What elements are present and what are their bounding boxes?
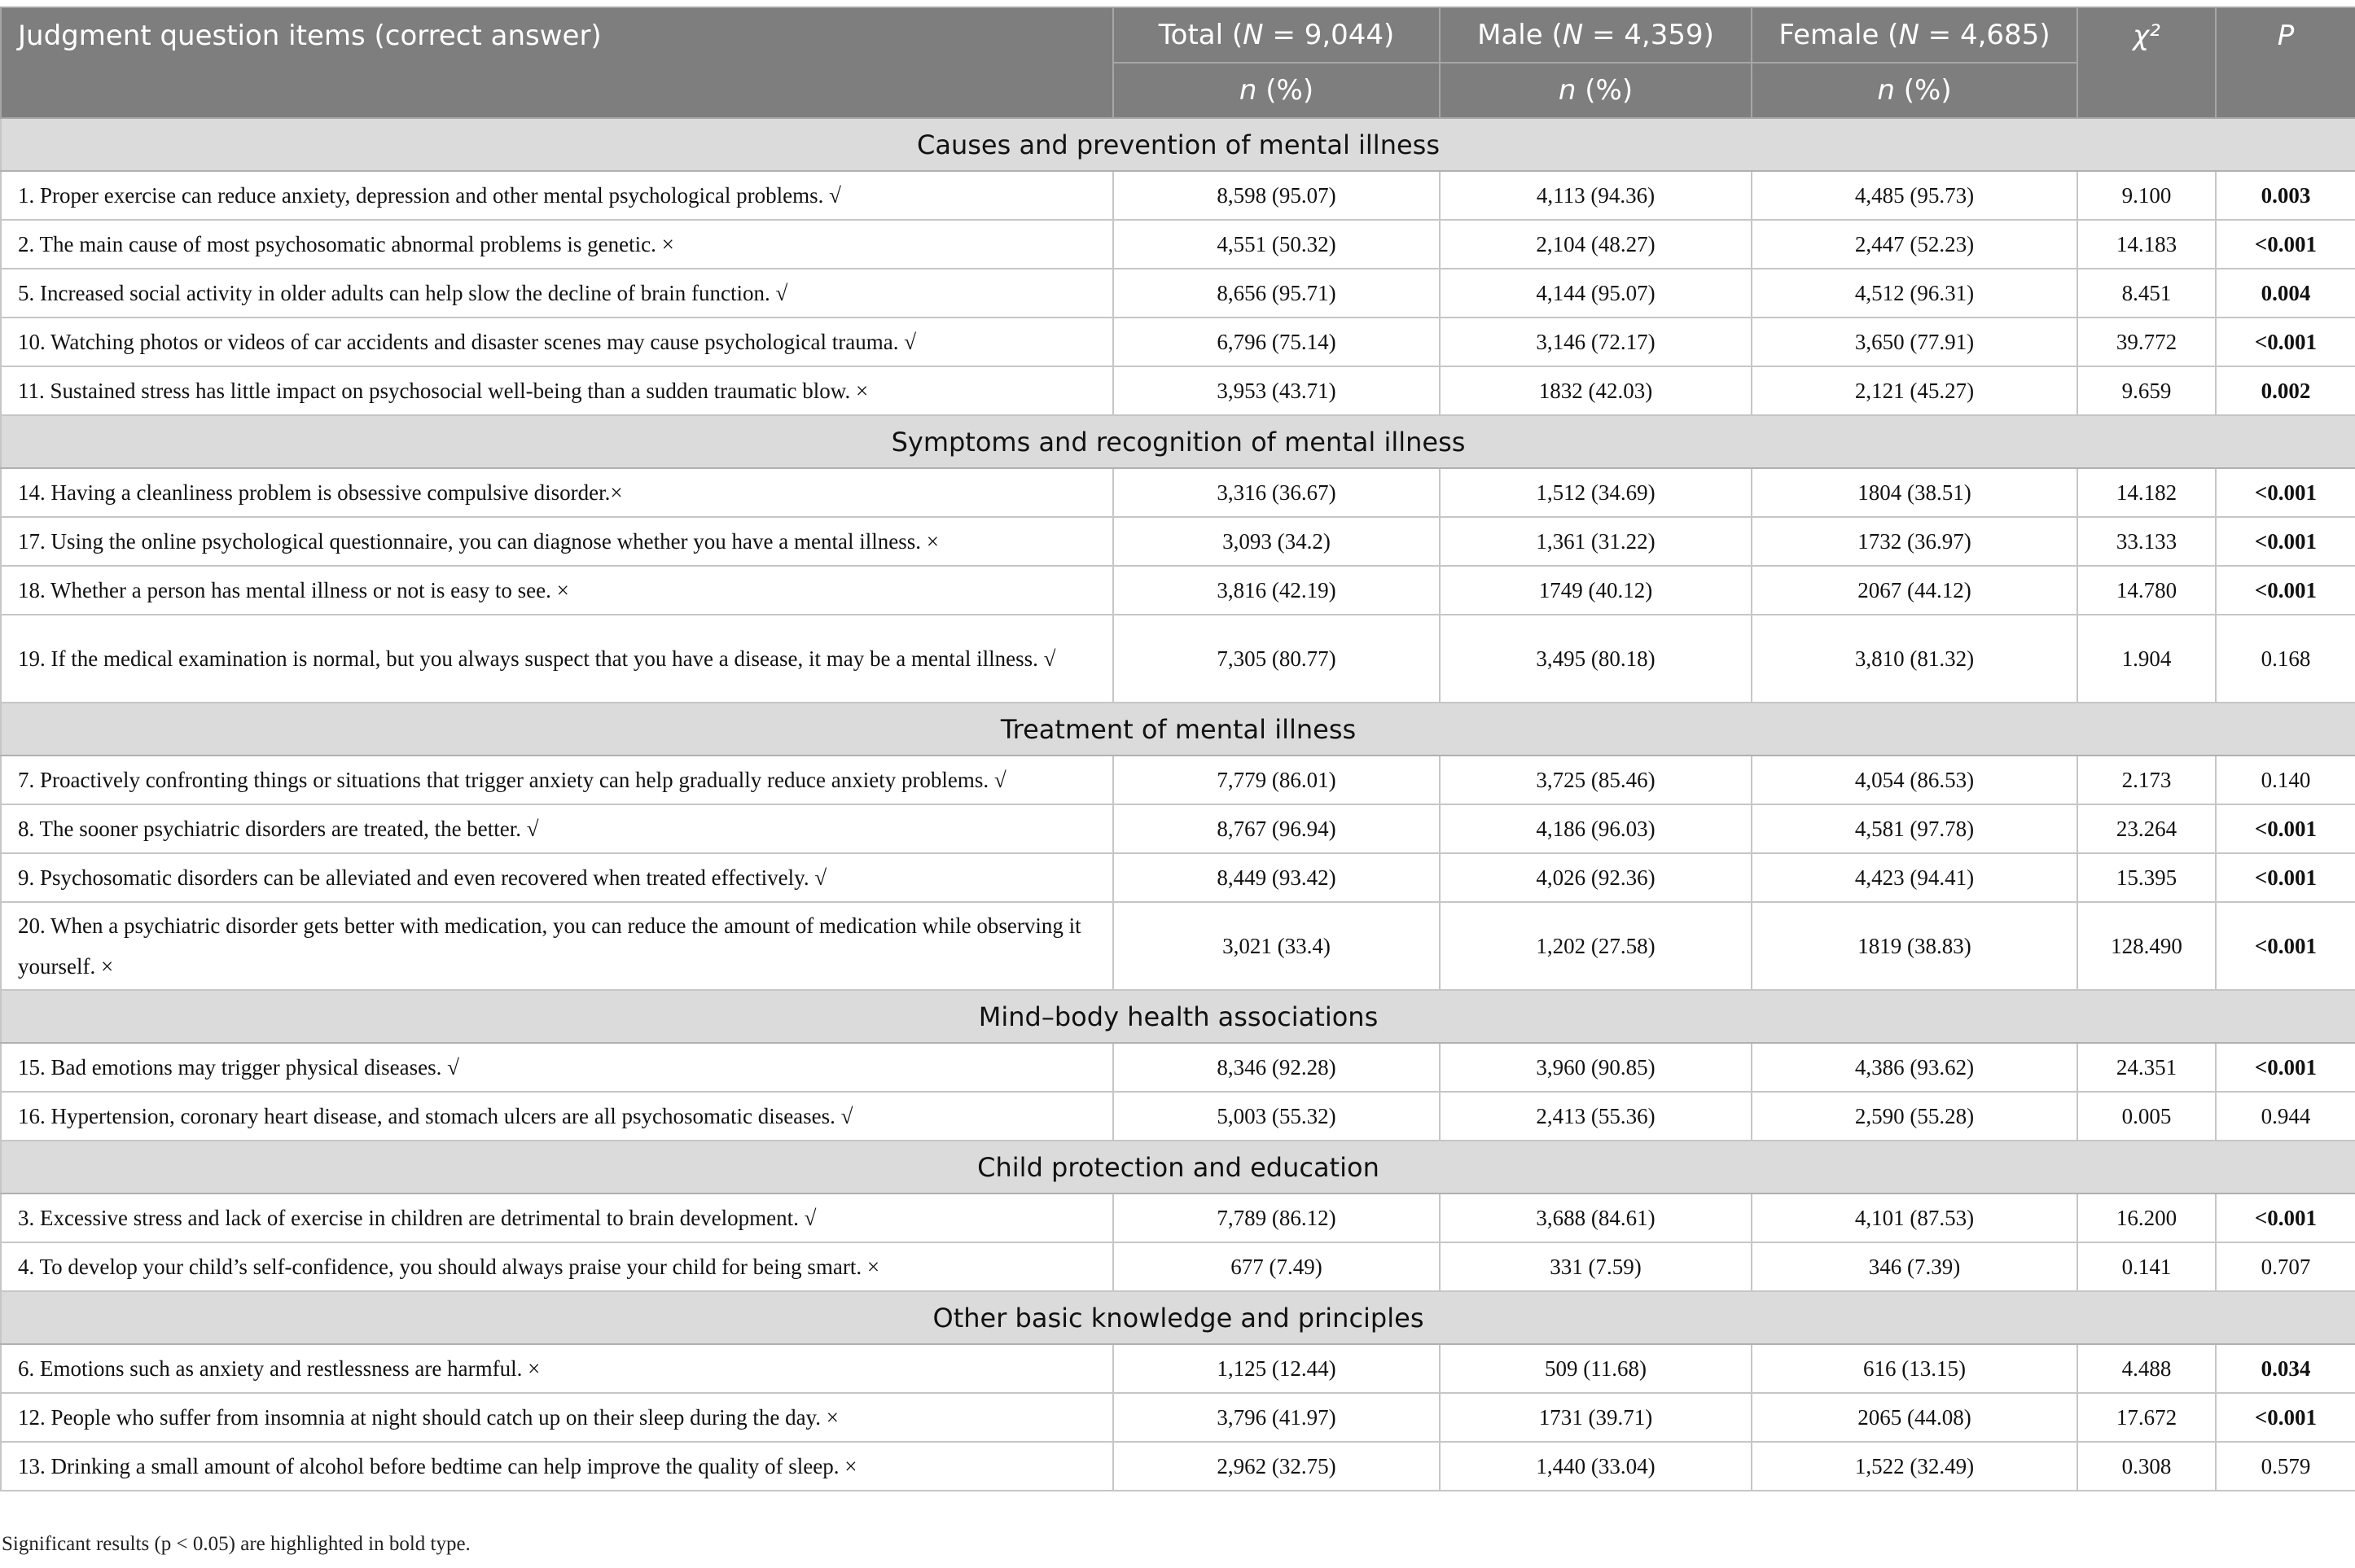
male-cell: 4,186 (96.03) [1440, 804, 1752, 853]
chi-square-cell: 14.183 [2077, 220, 2216, 269]
subheader-total: n (%) [1113, 63, 1440, 118]
results-table [0, 7, 2355, 1491]
chi-square-cell: 16.200 [2077, 1194, 2216, 1242]
table-row [1, 517, 2355, 566]
total-cell: 3,316 (36.67) [1113, 468, 1440, 517]
p-value-cell: <0.001 [2216, 1393, 2355, 1442]
section-title: Treatment of mental illness [1, 703, 2355, 756]
header-p-value: P [2216, 7, 2355, 118]
male-cell: 3,495 (80.18) [1440, 615, 1752, 703]
male-cell: 1832 (42.03) [1440, 366, 1752, 415]
table-row [1, 566, 2355, 615]
p-value-cell: <0.001 [2216, 1043, 2355, 1092]
table-row [1, 902, 2355, 990]
chi-square-cell: 14.182 [2077, 468, 2216, 517]
female-cell: 4,423 (94.41) [1752, 853, 2077, 902]
table-row [1, 366, 2355, 415]
total-cell: 3,953 (43.71) [1113, 366, 1440, 415]
header-male: Male (N = 4,359) [1440, 7, 1752, 63]
female-cell: 2065 (44.08) [1752, 1393, 2077, 1442]
female-cell: 616 (13.15) [1752, 1344, 2077, 1393]
header-row [1, 7, 2355, 63]
male-cell: 4,026 (92.36) [1440, 853, 1752, 902]
p-value-cell: <0.001 [2216, 1194, 2355, 1242]
p-value-cell: 0.002 [2216, 366, 2355, 415]
male-cell: 2,413 (55.36) [1440, 1092, 1752, 1141]
total-cell: 5,003 (55.32) [1113, 1092, 1440, 1141]
female-cell: 1804 (38.51) [1752, 468, 2077, 517]
header-question: Judgment question items (correct answer) [1, 7, 1113, 118]
p-value-cell: <0.001 [2216, 566, 2355, 615]
header-chi-square: χ² [2077, 7, 2216, 118]
table-row [1, 804, 2355, 853]
chi-square-cell: 14.780 [2077, 566, 2216, 615]
table-row [1, 269, 2355, 318]
question-cell: 14. Having a cleanliness problem is obsessive compulsive disorder.× [1, 468, 1113, 517]
question-cell: 4. To develop your child’s self-confidence, you should always praise your child for being smart. × [1, 1242, 1113, 1291]
section-header-row [1, 1141, 2355, 1194]
female-cell: 2,121 (45.27) [1752, 366, 2077, 415]
chi-square-cell: 24.351 [2077, 1043, 2216, 1092]
section-header-row [1, 703, 2355, 756]
section-header-row [1, 990, 2355, 1043]
chi-square-cell: 8.451 [2077, 269, 2216, 318]
footnote: Significant results (p < 0.05) are highlighted in bold type. [2, 1533, 471, 1555]
table-row [1, 853, 2355, 902]
female-cell: 4,581 (97.78) [1752, 804, 2077, 853]
female-cell: 2067 (44.12) [1752, 566, 2077, 615]
p-value-cell: 0.034 [2216, 1344, 2355, 1393]
female-cell: 1732 (36.97) [1752, 517, 2077, 566]
total-cell: 7,789 (86.12) [1113, 1194, 1440, 1242]
chi-square-cell: 1.904 [2077, 615, 2216, 703]
section-header-row [1, 118, 2355, 171]
p-value-cell: <0.001 [2216, 804, 2355, 853]
question-cell: 18. Whether a person has mental illness or not is easy to see. × [1, 566, 1113, 615]
question-cell: 1. Proper exercise can reduce anxiety, depression and other mental psychological problems. √ [1, 171, 1113, 220]
section-title: Other basic knowledge and principles [1, 1291, 2355, 1344]
section-header-row [1, 415, 2355, 468]
female-cell: 4,386 (93.62) [1752, 1043, 2077, 1092]
male-cell: 3,688 (84.61) [1440, 1194, 1752, 1242]
question-cell: 9. Psychosomatic disorders can be alleviated and even recovered when treated effectively. √ [1, 853, 1113, 902]
total-cell: 3,816 (42.19) [1113, 566, 1440, 615]
total-cell: 677 (7.49) [1113, 1242, 1440, 1291]
section-header-row [1, 1291, 2355, 1344]
male-cell: 1731 (39.71) [1440, 1393, 1752, 1442]
subheader-female: n (%) [1752, 63, 2077, 118]
male-cell: 1,440 (33.04) [1440, 1442, 1752, 1491]
question-cell: 17. Using the online psychological questionnaire, you can diagnose whether you have a mental illness. × [1, 517, 1113, 566]
male-cell: 3,146 (72.17) [1440, 318, 1752, 366]
question-cell: 7. Proactively confronting things or situations that trigger anxiety can help gradually reduce anxiety problems. √ [1, 756, 1113, 804]
chi-square-cell: 23.264 [2077, 804, 2216, 853]
table-row [1, 1242, 2355, 1291]
female-cell: 4,101 (87.53) [1752, 1194, 2077, 1242]
table-row [1, 318, 2355, 366]
question-cell: 15. Bad emotions may trigger physical diseases. √ [1, 1043, 1113, 1092]
female-cell: 3,810 (81.32) [1752, 615, 2077, 703]
p-value-cell: <0.001 [2216, 318, 2355, 366]
total-cell: 3,796 (41.97) [1113, 1393, 1440, 1442]
table-row [1, 171, 2355, 220]
total-cell: 2,962 (32.75) [1113, 1442, 1440, 1491]
chi-square-cell: 128.490 [2077, 902, 2216, 990]
question-cell: 10. Watching photos or videos of car accidents and disaster scenes may cause psychological trauma. √ [1, 318, 1113, 366]
section-title: Mind–body health associations [1, 990, 2355, 1043]
male-cell: 2,104 (48.27) [1440, 220, 1752, 269]
table-row [1, 1344, 2355, 1393]
male-cell: 1,361 (31.22) [1440, 517, 1752, 566]
p-value-cell: 0.944 [2216, 1092, 2355, 1141]
table-row [1, 220, 2355, 269]
question-cell: 20. When a psychiatric disorder gets better with medication, you can reduce the amount of medication while observing it yourself. × [1, 902, 1113, 990]
male-cell: 4,144 (95.07) [1440, 269, 1752, 318]
total-cell: 8,346 (92.28) [1113, 1043, 1440, 1092]
male-cell: 3,960 (90.85) [1440, 1043, 1752, 1092]
p-value-cell: 0.168 [2216, 615, 2355, 703]
p-value-cell: 0.003 [2216, 171, 2355, 220]
p-value-cell: 0.004 [2216, 269, 2355, 318]
question-cell: 16. Hypertension, coronary heart disease, and stomach ulcers are all psychosomatic diseases. √ [1, 1092, 1113, 1141]
question-cell: 11. Sustained stress has little impact on psychosocial well-being than a sudden traumatic blow. × [1, 366, 1113, 415]
section-title: Symptoms and recognition of mental illness [1, 415, 2355, 468]
chi-square-cell: 2.173 [2077, 756, 2216, 804]
total-cell: 7,779 (86.01) [1113, 756, 1440, 804]
female-cell: 2,590 (55.28) [1752, 1092, 2077, 1141]
total-cell: 1,125 (12.44) [1113, 1344, 1440, 1393]
male-cell: 331 (7.59) [1440, 1242, 1752, 1291]
chi-square-cell: 33.133 [2077, 517, 2216, 566]
chi-square-cell: 17.672 [2077, 1393, 2216, 1442]
chi-square-cell: 4.488 [2077, 1344, 2216, 1393]
question-cell: 5. Increased social activity in older adults can help slow the decline of brain function. √ [1, 269, 1113, 318]
total-cell: 4,551 (50.32) [1113, 220, 1440, 269]
question-cell: 6. Emotions such as anxiety and restlessness are harmful. × [1, 1344, 1113, 1393]
table-row [1, 1442, 2355, 1491]
chi-square-cell: 9.659 [2077, 366, 2216, 415]
male-cell: 1,512 (34.69) [1440, 468, 1752, 517]
female-cell: 4,512 (96.31) [1752, 269, 2077, 318]
p-value-cell: <0.001 [2216, 853, 2355, 902]
question-cell: 8. The sooner psychiatric disorders are treated, the better. √ [1, 804, 1113, 853]
chi-square-cell: 15.395 [2077, 853, 2216, 902]
section-title: Child protection and education [1, 1141, 2355, 1194]
p-value-cell: 0.707 [2216, 1242, 2355, 1291]
p-value-cell: <0.001 [2216, 517, 2355, 566]
p-value-cell: <0.001 [2216, 468, 2355, 517]
total-cell: 3,093 (34.2) [1113, 517, 1440, 566]
total-cell: 8,449 (93.42) [1113, 853, 1440, 902]
male-cell: 1749 (40.12) [1440, 566, 1752, 615]
results-table-container [0, 7, 2355, 1491]
section-title: Causes and prevention of mental illness [1, 118, 2355, 171]
total-cell: 6,796 (75.14) [1113, 318, 1440, 366]
total-cell: 3,021 (33.4) [1113, 902, 1440, 990]
table-row [1, 468, 2355, 517]
table-row [1, 1092, 2355, 1141]
total-cell: 8,767 (96.94) [1113, 804, 1440, 853]
female-cell: 4,485 (95.73) [1752, 171, 2077, 220]
female-cell: 346 (7.39) [1752, 1242, 2077, 1291]
male-cell: 1,202 (27.58) [1440, 902, 1752, 990]
chi-square-cell: 0.005 [2077, 1092, 2216, 1141]
question-cell: 2. The main cause of most psychosomatic abnormal problems is genetic. × [1, 220, 1113, 269]
female-cell: 3,650 (77.91) [1752, 318, 2077, 366]
total-cell: 8,598 (95.07) [1113, 171, 1440, 220]
question-cell: 3. Excessive stress and lack of exercise in children are detrimental to brain development. √ [1, 1194, 1113, 1242]
p-value-cell: <0.001 [2216, 220, 2355, 269]
p-value-cell: 0.140 [2216, 756, 2355, 804]
total-cell: 8,656 (95.71) [1113, 269, 1440, 318]
male-cell: 4,113 (94.36) [1440, 171, 1752, 220]
male-cell: 3,725 (85.46) [1440, 756, 1752, 804]
p-value-cell: 0.579 [2216, 1442, 2355, 1491]
total-cell: 7,305 (80.77) [1113, 615, 1440, 703]
chi-square-cell: 39.772 [2077, 318, 2216, 366]
female-cell: 1,522 (32.49) [1752, 1442, 2077, 1491]
header-female: Female (N = 4,685) [1752, 7, 2077, 63]
male-cell: 509 (11.68) [1440, 1344, 1752, 1393]
header-total: Total (N = 9,044) [1113, 7, 1440, 63]
table-body [1, 118, 2355, 1491]
chi-square-cell: 9.100 [2077, 171, 2216, 220]
table-row [1, 615, 2355, 703]
p-value-cell: <0.001 [2216, 902, 2355, 990]
table-row [1, 1194, 2355, 1242]
question-cell: 12. People who suffer from insomnia at night should catch up on their sleep during the day. × [1, 1393, 1113, 1442]
female-cell: 2,447 (52.23) [1752, 220, 2077, 269]
table-row [1, 756, 2355, 804]
female-cell: 1819 (38.83) [1752, 902, 2077, 990]
chi-square-cell: 0.308 [2077, 1442, 2216, 1491]
subheader-male: n (%) [1440, 63, 1752, 118]
table-row [1, 1393, 2355, 1442]
chi-square-cell: 0.141 [2077, 1242, 2216, 1291]
question-cell: 19. If the medical examination is normal, but you always suspect that you have a disease, it may be a mental illness. √ [1, 615, 1113, 703]
female-cell: 4,054 (86.53) [1752, 756, 2077, 804]
table-row [1, 1043, 2355, 1092]
question-cell: 13. Drinking a small amount of alcohol before bedtime can help improve the quality of sleep. × [1, 1442, 1113, 1491]
